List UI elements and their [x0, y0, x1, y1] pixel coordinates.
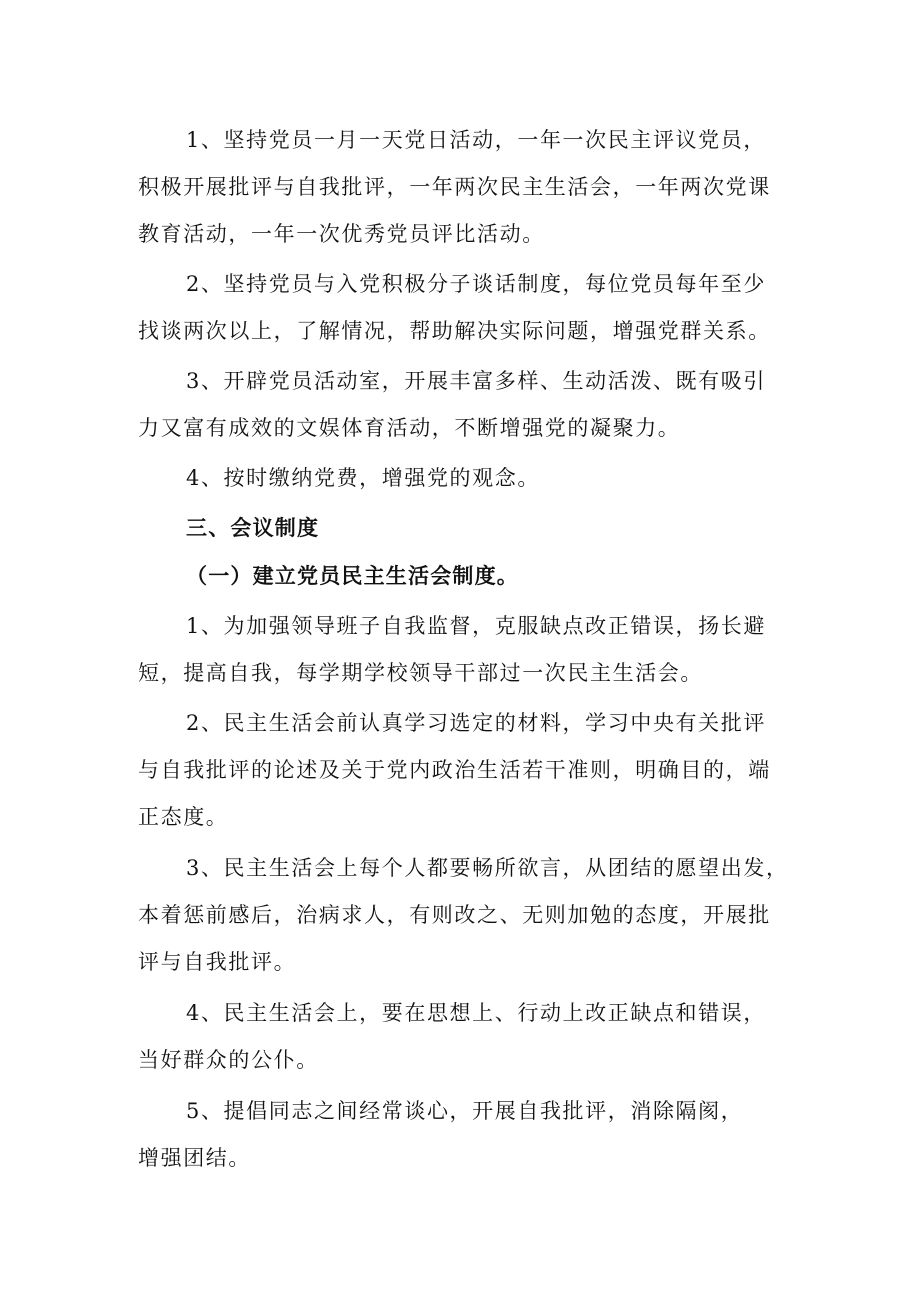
subsection-heading-text: （一）建立党员民主生活会制度。 [186, 564, 519, 588]
paragraph-9-heart-to-heart [138, 1088, 798, 1182]
paragraph-line: 2、坚持党员与入党积极分子谈话制度，每位党员每年至少 [186, 272, 766, 296]
paragraph-line: 评与自我批评。 [138, 950, 297, 974]
paragraph-line: 3、民主生活会上每个人都要畅所欲言，从团结的愿望出发， [186, 856, 789, 880]
paragraph-line: 4、民主生活会上，要在思想上、行动上改正缺点和错误， [186, 1001, 766, 1025]
paragraph-5-self-supervision [138, 603, 798, 697]
paragraph-line: 1、坚持党员一月一天党日活动，一年一次民主评议党员， [186, 128, 766, 152]
paragraph-7-speak-freely [138, 845, 798, 986]
paragraph-2-talk-system [138, 261, 798, 355]
paragraph-line: 正态度。 [138, 805, 229, 829]
paragraph-line: 力又富有成效的文娱体育活动，不断增强党的凝聚力。 [138, 416, 681, 440]
paragraph-line: 短，提高自我，每学期学校领导干部过一次民主生活会。 [138, 661, 703, 685]
subsection-heading-democratic-life [186, 553, 846, 600]
section-heading-meeting-system [138, 505, 798, 552]
paragraph-1-party-day [138, 117, 798, 258]
paragraph-line: 4、按时缴纳党费，增强党的观念。 [186, 466, 540, 490]
paragraph-line: 2、民主生活会前认真学习选定的材料，学习中央有关批评 [186, 711, 766, 735]
paragraph-line: 1、为加强领导班子自我监督，克服缺点改正错误，扬长避 [186, 614, 766, 638]
paragraph-line: 积极开展批评与自我批评，一年两次民主生活会，一年两次党课 [138, 175, 771, 199]
paragraph-line: 当好群众的公仆。 [138, 1048, 319, 1072]
paragraph-line: 本着惩前感后，治病求人，有则改之、无则加勉的态度，开展批 [138, 903, 771, 927]
paragraph-6-study-materials [138, 700, 798, 841]
paragraph-line: 教育活动，一年一次优秀党员评比活动。 [138, 222, 545, 246]
paragraph-line: 5、提倡同志之间经常谈心，开展自我批评，消除隔阂， [186, 1099, 744, 1123]
paragraph-4-party-dues [138, 455, 798, 502]
paragraph-line: 增强团结。 [138, 1146, 251, 1170]
paragraph-8-correct-mistakes [138, 990, 798, 1084]
paragraph-line: 3、开辟党员活动室，开展丰富多样、生动活泼、既有吸引 [186, 369, 766, 393]
paragraph-line: 找谈两次以上，了解情况，帮助解决实际问题，增强党群关系。 [138, 319, 771, 343]
paragraph-3-activity-room [138, 358, 798, 452]
section-heading-text: 三、会议制度 [186, 516, 320, 540]
paragraph-line: 与自我批评的论述及关于党内政治生活若干准则，明确目的，端 [138, 758, 771, 782]
